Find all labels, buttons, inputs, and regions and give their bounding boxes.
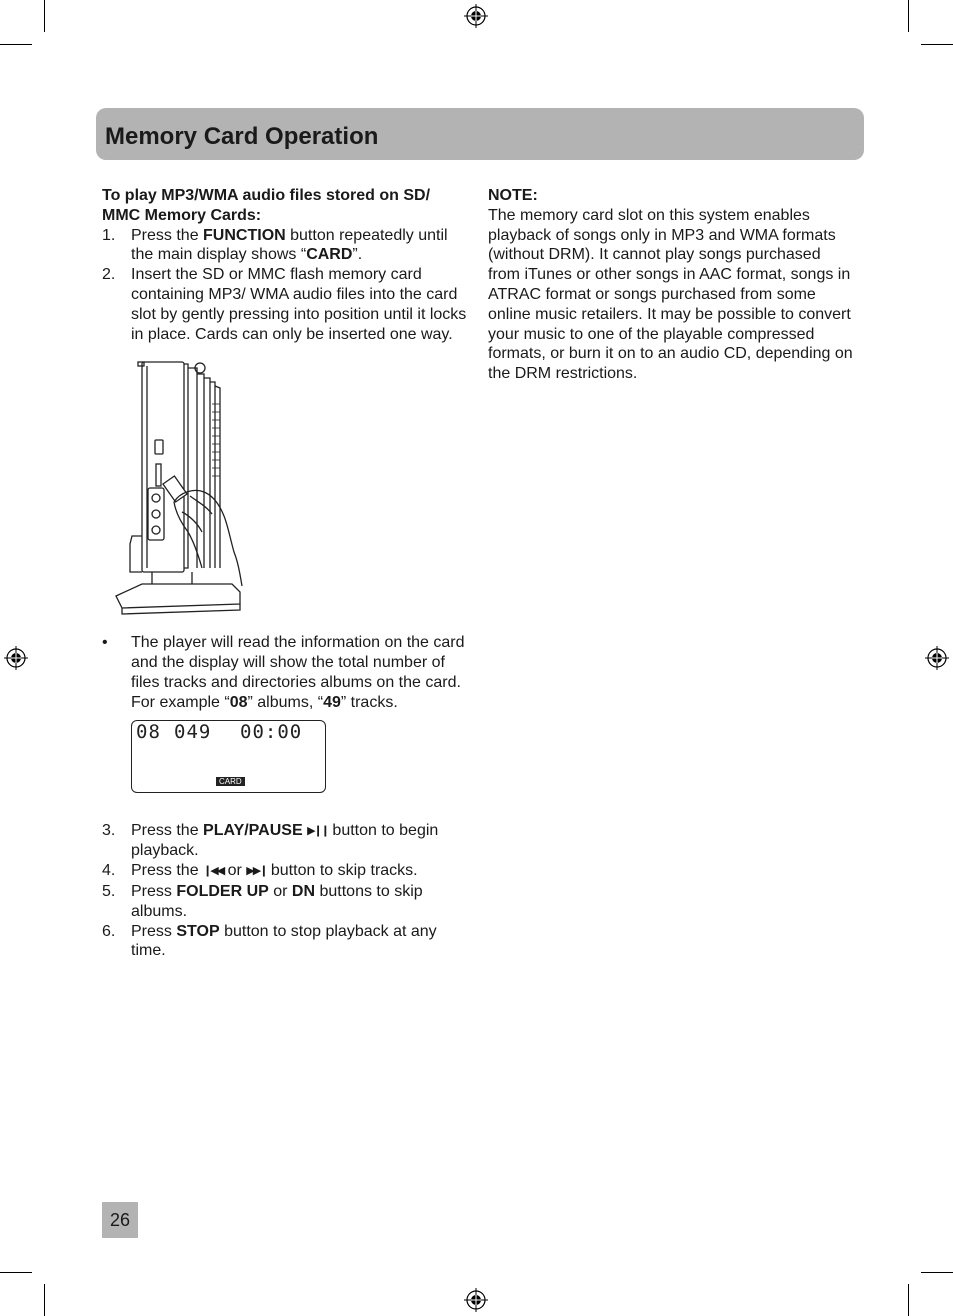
skip-previous-icon: ❙◀◀ bbox=[203, 865, 224, 878]
card-insertion-illustration bbox=[102, 356, 467, 619]
folder-up-label: FOLDER UP bbox=[176, 882, 269, 900]
function-button-label: FUNCTION bbox=[203, 226, 286, 244]
step-number: 3. bbox=[102, 821, 116, 839]
step-1 bbox=[102, 226, 467, 266]
bullet-item bbox=[102, 633, 467, 712]
crop-mark bbox=[44, 0, 45, 32]
step-text: Press the bbox=[131, 821, 204, 839]
section-header bbox=[96, 108, 864, 160]
step-text: Press bbox=[131, 922, 177, 940]
lcd-card-badge: CARD bbox=[216, 777, 245, 786]
tracks-example: 49 bbox=[323, 693, 341, 711]
bullet-mark: • bbox=[102, 634, 108, 652]
registration-mark-icon bbox=[464, 4, 488, 28]
player-side-view-illustration bbox=[102, 356, 467, 619]
albums-example: 08 bbox=[229, 693, 248, 711]
crop-mark bbox=[44, 1284, 45, 1316]
page-title: Memory Card Operation bbox=[105, 123, 379, 150]
crop-mark bbox=[908, 0, 909, 32]
card-label: CARD bbox=[306, 246, 353, 264]
step-text: button to begin playback. bbox=[131, 821, 439, 860]
crop-mark bbox=[921, 1272, 953, 1273]
right-column bbox=[488, 186, 853, 384]
note-title: NOTE: bbox=[488, 187, 538, 204]
step-3 bbox=[102, 821, 467, 862]
registration-mark-icon bbox=[464, 1288, 488, 1312]
step-text: or bbox=[268, 882, 292, 900]
note-text: The memory card slot on this system enables playback of songs only in MP3 and WMA formats (without DRM). It cannot play songs purchased from iTunes or other songs in AAC format, songs in ATRAC format or songs purchased from some online music retailers. It may be possible to convert your music to one of the playable compressed formats, or burn it on to an audio CD, depending on the DRM restrictions. bbox=[488, 206, 853, 383]
step-number: 4. bbox=[102, 862, 116, 880]
skip-next-icon: ▶▶❙ bbox=[246, 865, 267, 878]
step-5 bbox=[102, 882, 467, 922]
page-number: 26 bbox=[102, 1202, 138, 1238]
dn-label: DN bbox=[291, 882, 316, 900]
crop-mark bbox=[908, 1284, 909, 1316]
registration-mark-icon bbox=[925, 646, 949, 670]
step-6 bbox=[102, 922, 467, 962]
step-text: or bbox=[223, 862, 247, 880]
registration-mark-icon bbox=[4, 646, 28, 670]
step-text: button repeatedly until the main display shows “ bbox=[131, 226, 448, 264]
lcd-screen bbox=[131, 720, 326, 793]
step-text: button to skip tracks. bbox=[266, 862, 418, 880]
step-text: Press bbox=[131, 882, 177, 900]
step-text: Press the bbox=[131, 862, 204, 880]
bullet-text: The player will read the information on the card and the display will show the total number of files tracks and directories albums on the card. For example “ bbox=[131, 634, 465, 711]
step-number: 6. bbox=[102, 922, 116, 940]
step-number: 5. bbox=[102, 882, 116, 900]
play-pause-label: PLAY/PAUSE bbox=[203, 821, 303, 839]
play-pause-icon: ▶❙❙ bbox=[307, 824, 328, 837]
step-text: buttons to skip albums. bbox=[131, 882, 423, 920]
bullet-text: ” tracks. bbox=[340, 693, 398, 711]
lcd-albums: 08 bbox=[136, 720, 161, 743]
lcd-display-example bbox=[102, 720, 467, 812]
step-text: Press the bbox=[131, 226, 204, 244]
step-text: button to stop playback at any time. bbox=[131, 922, 437, 960]
step-text: Insert the SD or MMC flash memory card containing MP3/ WMA audio files into the card slot by gently pressing into position until it locks in place. Cards can only be inserted one way. bbox=[131, 266, 467, 343]
step-4 bbox=[102, 861, 467, 882]
stop-label: STOP bbox=[176, 922, 220, 940]
crop-mark bbox=[0, 1272, 32, 1273]
step-text: ”. bbox=[352, 246, 363, 264]
step-number: 1. bbox=[102, 226, 116, 244]
crop-mark bbox=[921, 44, 953, 45]
step-2 bbox=[102, 265, 467, 344]
bullet-text: ” albums, “ bbox=[247, 693, 324, 711]
step-number: 2. bbox=[102, 266, 116, 284]
crop-mark bbox=[0, 44, 32, 45]
left-column bbox=[102, 186, 467, 961]
lcd-time: 00:00 bbox=[240, 720, 303, 743]
instructions-heading: To play MP3/WMA audio files stored on SD/ MMC Memory Cards: bbox=[102, 187, 431, 224]
lcd-tracks: 049 bbox=[174, 720, 212, 743]
